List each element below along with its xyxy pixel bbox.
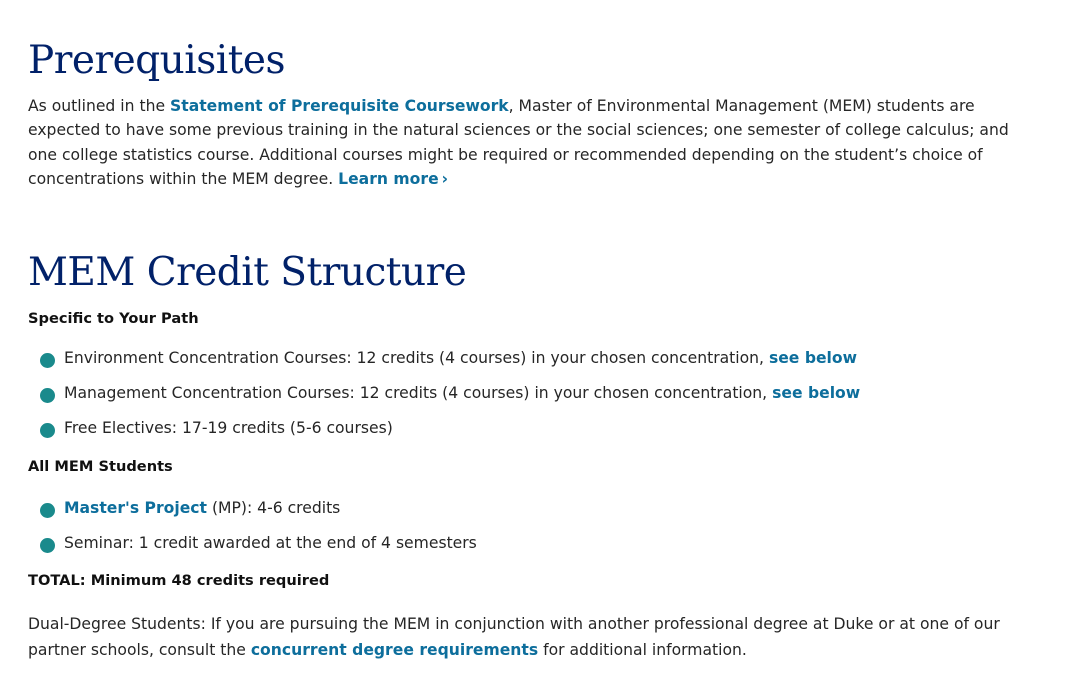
list-item: [40, 416, 860, 451]
list-item: [40, 381, 860, 416]
intro-text-rest: , Master of Environmental Management (MEM) students are expected to have some previous training in the natural sciences or the social sciences; one semester of college calculus; and one college statistics course. Additional courses might be required or recommended depending on the student’s choice of concentrations within the MEM degree.: [28, 97, 1009, 188]
dual-degree-text-end: for additional information.: [538, 641, 747, 659]
all-students-list: [40, 496, 477, 566]
total-credits: TOTAL: Minimum 48 credits required: [28, 572, 330, 589]
learn-more-label: Learn more: [338, 169, 439, 188]
prerequisites-paragraph: [28, 94, 1038, 191]
prerequisites-heading: Prerequisites: [28, 38, 285, 83]
learn-more-link[interactable]: [338, 170, 448, 188]
bullet-icon: [40, 423, 55, 438]
bullet-icon: [40, 388, 55, 403]
bullet-icon: [40, 353, 55, 368]
credit-structure-heading: MEM Credit Structure: [28, 250, 467, 295]
dual-degree-text: Dual-Degree Students: If you are pursuing the MEM in conjunction with another professional degree at Duke or at one of our partner schools, consult the: [28, 615, 1000, 659]
bullet-icon: [40, 503, 55, 518]
dual-degree-paragraph: [28, 611, 1048, 663]
bullet-icon: [40, 538, 55, 553]
concurrent-degree-link[interactable]: concurrent degree requirements: [250, 641, 539, 659]
chevron-right-icon: ›: [441, 169, 449, 188]
list-item: [40, 531, 477, 566]
path-subheading: Specific to Your Path: [28, 310, 199, 327]
intro-text-start: As outlined in the: [28, 97, 171, 115]
list-item: [40, 346, 860, 381]
all-students-subheading: All MEM Students: [28, 458, 173, 475]
list-item-text: Environment Concentration Courses: 12 credits (4 courses) in your chosen concentration,: [64, 349, 769, 367]
list-item-text: Management Concentration Courses: 12 credits (4 courses) in your chosen concentration,: [64, 384, 773, 402]
statement-of-prerequisite-link[interactable]: Statement of Prerequisite Coursework: [170, 97, 509, 115]
masters-project-link[interactable]: Master's Project: [64, 499, 207, 517]
see-below-link[interactable]: see below: [768, 349, 858, 367]
list-item-text: Seminar: 1 credit awarded at the end of 4 semesters: [64, 534, 477, 552]
list-item-text: (MP): 4-6 credits: [206, 499, 341, 517]
see-below-link[interactable]: see below: [772, 384, 861, 402]
path-list: [40, 346, 860, 451]
list-item-text: Free Electives: 17-19 credits (5-6 courses): [64, 419, 393, 437]
list-item: [40, 496, 477, 531]
